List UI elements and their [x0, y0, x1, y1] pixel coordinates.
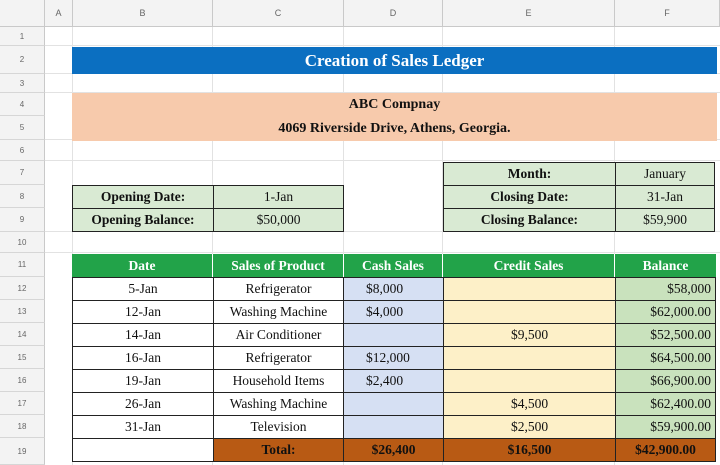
total-cash[interactable]: $26,400	[343, 438, 444, 462]
month-value[interactable]: January	[615, 162, 715, 186]
header-balance[interactable]: Balance	[615, 254, 716, 278]
cell-product[interactable]: Washing Machine	[213, 300, 344, 324]
cell-cash-sales[interactable]: $2,400	[343, 369, 444, 393]
gridline	[45, 45, 720, 46]
row-header-17[interactable]: 17	[0, 392, 45, 415]
cell-cash-sales[interactable]	[343, 392, 444, 416]
cell-cash-sales[interactable]: $8,000	[343, 277, 444, 301]
row-header-12[interactable]: 12	[0, 277, 45, 300]
cell-product[interactable]: Refrigerator	[213, 277, 344, 301]
cell-balance[interactable]: $52,500.00	[615, 323, 716, 347]
row-header-10[interactable]: 10	[0, 232, 45, 253]
row-header-2[interactable]: 2	[0, 46, 45, 74]
opening-date-label[interactable]: Opening Date:	[72, 185, 214, 209]
cell-balance[interactable]: $62,000.00	[615, 300, 716, 324]
closing-date-value[interactable]: 31-Jan	[615, 185, 715, 209]
row-header-13[interactable]: 13	[0, 300, 45, 323]
opening-balance-label[interactable]: Opening Balance:	[72, 208, 214, 232]
row-header-11[interactable]: 11	[0, 253, 45, 277]
row-header-3[interactable]: 3	[0, 74, 45, 93]
cell-cash-sales[interactable]: $12,000	[343, 346, 444, 370]
cell-date[interactable]: 31-Jan	[72, 415, 214, 439]
cell-date[interactable]: 14-Jan	[72, 323, 214, 347]
total-label[interactable]: Total:	[213, 438, 344, 462]
column-header-e[interactable]: E	[443, 0, 615, 27]
row-header-5[interactable]: 5	[0, 116, 45, 140]
total-row-blank[interactable]	[72, 438, 214, 462]
total-balance[interactable]: $42,900.00	[615, 438, 716, 462]
cell-cash-sales[interactable]	[343, 323, 444, 347]
closing-balance-value[interactable]: $59,900	[615, 208, 715, 232]
company-name[interactable]: ABC Compnay	[72, 93, 717, 117]
closing-date-label[interactable]: Closing Date:	[443, 185, 616, 209]
opening-balance-value[interactable]: $50,000	[213, 208, 344, 232]
row-header-4[interactable]: 4	[0, 93, 45, 116]
company-address[interactable]: 4069 Riverside Drive, Athens, Georgia.	[72, 117, 717, 141]
month-label[interactable]: Month:	[443, 162, 616, 186]
cell-credit-sales[interactable]	[443, 369, 616, 393]
cell-date[interactable]: 19-Jan	[72, 369, 214, 393]
row-header-9[interactable]: 9	[0, 208, 45, 232]
column-header-b[interactable]: B	[73, 0, 213, 27]
cell-balance[interactable]: $59,900.00	[615, 415, 716, 439]
closing-balance-label[interactable]: Closing Balance:	[443, 208, 616, 232]
cell-cash-sales[interactable]: $4,000	[343, 300, 444, 324]
header-credit-sales[interactable]: Credit Sales	[443, 254, 615, 278]
column-header-d[interactable]: D	[344, 0, 443, 27]
cell-credit-sales[interactable]	[443, 300, 616, 324]
cell-cash-sales[interactable]	[343, 415, 444, 439]
opening-date-value[interactable]: 1-Jan	[213, 185, 344, 209]
gridline	[45, 160, 720, 161]
cell-product[interactable]: Television	[213, 415, 344, 439]
row-header-19[interactable]: 19	[0, 438, 45, 465]
cell-balance[interactable]: $62,400.00	[615, 392, 716, 416]
row-header-16[interactable]: 16	[0, 369, 45, 392]
cell-balance[interactable]: $58,000	[615, 277, 716, 301]
cell-product[interactable]: Washing Machine	[213, 392, 344, 416]
select-all-corner[interactable]	[0, 0, 45, 27]
cell-credit-sales[interactable]: $2,500	[443, 415, 616, 439]
cell-balance[interactable]: $66,900.00	[615, 369, 716, 393]
row-header-8[interactable]: 8	[0, 185, 45, 208]
column-header-f[interactable]: F	[615, 0, 720, 27]
cell-product[interactable]: Air Conditioner	[213, 323, 344, 347]
cell-date[interactable]: 5-Jan	[72, 277, 214, 301]
cell-credit-sales[interactable]: $9,500	[443, 323, 616, 347]
header-cash-sales[interactable]: Cash Sales	[344, 254, 443, 278]
row-header-6[interactable]: 6	[0, 140, 45, 161]
row-header-1[interactable]: 1	[0, 27, 45, 46]
header-date[interactable]: Date	[72, 254, 213, 278]
cell-product[interactable]: Refrigerator	[213, 346, 344, 370]
row-header-14[interactable]: 14	[0, 323, 45, 346]
row-header-15[interactable]: 15	[0, 346, 45, 369]
row-header-18[interactable]: 18	[0, 415, 45, 438]
cell-product[interactable]: Household Items	[213, 369, 344, 393]
cell-balance[interactable]: $64,500.00	[615, 346, 716, 370]
gridline	[45, 252, 720, 253]
cell-date[interactable]: 16-Jan	[72, 346, 214, 370]
row-header-7[interactable]: 7	[0, 161, 45, 185]
ledger-title[interactable]: Creation of Sales Ledger	[72, 47, 717, 74]
column-header-a[interactable]: A	[45, 0, 73, 27]
column-header-c[interactable]: C	[213, 0, 344, 27]
cell-date[interactable]: 12-Jan	[72, 300, 214, 324]
cell-credit-sales[interactable]: $4,500	[443, 392, 616, 416]
header-sales-of-product[interactable]: Sales of Product	[213, 254, 344, 278]
cell-credit-sales[interactable]	[443, 346, 616, 370]
cell-date[interactable]: 26-Jan	[72, 392, 214, 416]
total-credit[interactable]: $16,500	[443, 438, 616, 462]
cell-credit-sales[interactable]	[443, 277, 616, 301]
